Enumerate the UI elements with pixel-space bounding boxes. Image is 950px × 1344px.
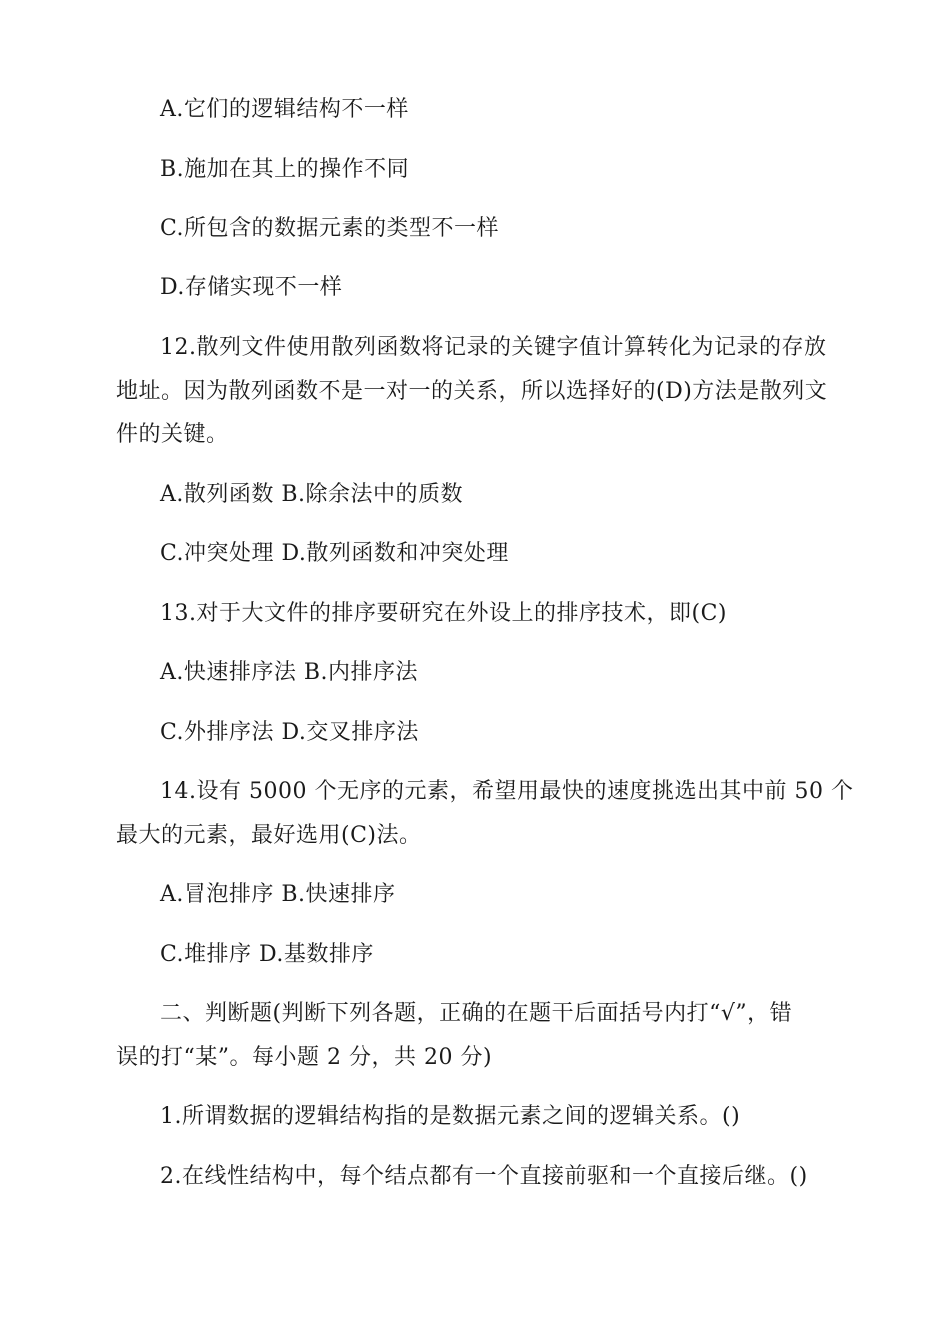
question-12-line-1: 12.散列文件使用散列函数将记录的关键字值计算转化为记录的存放	[160, 335, 827, 360]
judgment-1: 1.所谓数据的逻辑结构指的是数据元素之间的逻辑关系。()	[160, 1104, 741, 1129]
section-heading-line-1: 二、判断题(判断下列各题，正确的在题干后面括号内打“√”，错	[160, 1001, 793, 1026]
question-12-line-3: 件的关键。	[116, 422, 229, 447]
question-14-line-1: 14.设有 5000 个无序的元素，希望用最快的速度挑选出其中前 50 个	[160, 779, 854, 804]
question-13: 13.对于大文件的排序要研究在外设上的排序技术，即(C)	[160, 601, 727, 626]
question-14-line-2: 最大的元素，最好选用(C)法。	[116, 823, 422, 848]
option-14ab: A.冒泡排序 B.快速排序	[160, 882, 396, 907]
option-11a: A.它们的逻辑结构不一样	[160, 97, 409, 122]
option-11b: B.施加在其上的操作不同	[160, 157, 410, 182]
option-11d: D.存储实现不一样	[160, 275, 343, 300]
section-heading-line-2: 误的打“某”。每小题 2 分，共 20 分)	[116, 1045, 493, 1070]
option-12cd: C.冲突处理 D.散列函数和冲突处理	[160, 541, 509, 566]
option-11c: C.所包含的数据元素的类型不一样	[160, 216, 500, 241]
option-14cd: C.堆排序 D.基数排序	[160, 942, 374, 967]
option-12ab: A.散列函数 B.除余法中的质数	[160, 482, 464, 507]
question-12-line-2: 地址。因为散列函数不是一对一的关系，所以选择好的(D)方法是散列文	[116, 379, 828, 404]
option-13ab: A.快速排序法 B.内排序法	[160, 660, 419, 685]
judgment-2: 2.在线性结构中，每个结点都有一个直接前驱和一个直接后继。()	[160, 1164, 808, 1189]
option-13cd: C.外排序法 D.交叉排序法	[160, 720, 419, 745]
